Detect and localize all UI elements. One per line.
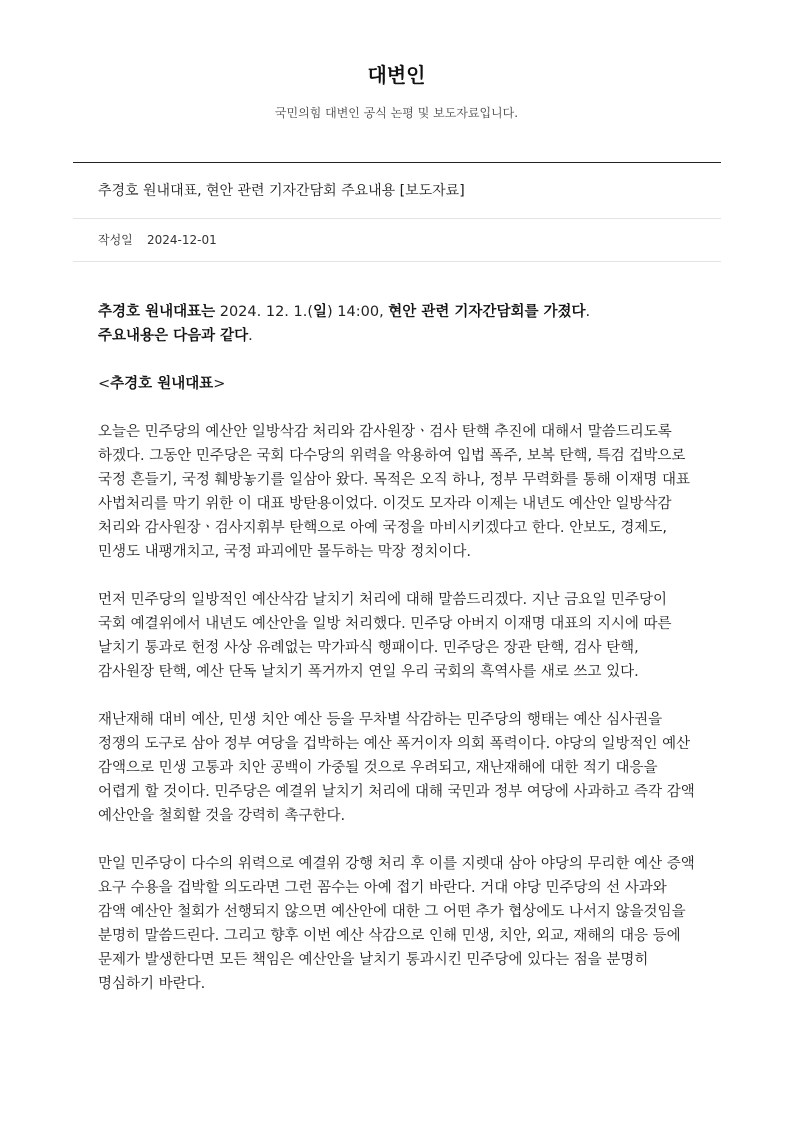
section-open-bracket: < (98, 376, 111, 392)
post-body (98, 300, 698, 1020)
section-label: 추경호 원내대표 (110, 376, 214, 392)
intro-paragraph (98, 300, 698, 348)
site-subtitle: 국민의힘 대변인 공식 논평 및 보도자료입니다. (274, 106, 519, 120)
intro-name: 추경호 원내대표는 (98, 304, 216, 320)
site-title[interactable]: 대변인 (367, 63, 426, 87)
header-divider (73, 162, 721, 163)
intro-datetime: 2024. 12. 1.( (215, 304, 313, 320)
post-title-row (73, 164, 721, 219)
section-close-bracket: > (213, 376, 226, 392)
page-header (0, 0, 793, 121)
intro-period-2: . (248, 328, 253, 344)
body-paragraph-4: 만일 민주당이 다수의 위력으로 예결위 강행 처리 후 이를 지렛대 삼아 야당의 무리한 예산 증액 요구 수용을 겁박할 의도라면 그런 꼼수는 아예 접기 바란다. 거대 야당 민주당의 선 사과와 감액 예산안 철회가 선행되지 않으면 예산안에 대한 그 어떤 추가 협상에도 나서지 않을것임을 분명히 말씀드린다. 그리고 향후 이번 예산 삭감으로 인해 민생, 치안, 외교, 재해의 대응 등에 문제가 발생한다면 모든 책임은 예산안을 날치기 통과시킨 민주당에 있다는 점을 분명히 명심하기 바란다. (98, 856, 695, 992)
post-meta-row (73, 219, 721, 262)
intro-event: 현안 관련 기자간담회를 가졌다 (388, 304, 586, 320)
intro-summary: 주요내용은 다음과 같다 (98, 328, 249, 344)
post-date: 2024-12-01 (147, 233, 217, 247)
intro-time: ) 14:00, (327, 304, 389, 320)
section-heading (98, 372, 698, 396)
intro-period: . (585, 304, 591, 320)
post-title: 추경호 원내대표, 현안 관련 기자간담회 주요내용 [보도자료] (98, 183, 465, 199)
date-label: 작성일 (98, 233, 133, 247)
body-paragraph-1: 오늘은 민주당의 예산안 일방삭감 처리와 감사원장ㆍ검사 탄핵 추진에 대해서 말씀드리도록 하겠다. 그동안 민주당은 국회 다수당의 위력을 악용하여 입법 폭주, 보복 탄핵, 특검 겁박으로 국정 흔들기, 국정 훼방놓기를 일삼아 왔다. 목적은 오직 하나, 정부 무력화를 통해 이재명 대표 사법처리를 막기 위한 이 대표 방탄용이었다. 이것도 모자라 이제는 내년도 예산안 일방삭감 처리와 감사원장ㆍ검사지휘부 탄핵으로 아예 국정을 마비시키겠다고 한다. 안보도, 경제도, 민생도 내팽개치고, 국정 파괴에만 몰두하는 막장 정치이다. (98, 424, 691, 560)
body-paragraph-3: 재난재해 대비 예산, 민생 치안 예산 등을 무차별 삭감하는 민주당의 행태는 예산 심사권을 정쟁의 도구로 삼아 정부 여당을 겁박하는 예산 폭거이자 의회 폭력이다. 야당의 일방적인 예산 감액으로 민생 고통과 치안 공백이 가중될 것으로 우려되고, 재난재해에 대한 적기 대응을 어렵게 할 것이다. 민주당은 예결위 날치기 처리에 대해 국민과 정부 여당에 사과하고 즉각 감액 예산안을 철회할 것을 강력히 촉구한다. (98, 712, 695, 824)
intro-weekday: 일 (313, 304, 328, 320)
body-paragraph-2: 먼저 민주당의 일방적인 예산삭감 날치기 처리에 대해 말씀드리겠다. 지난 금요일 민주당이 국회 예결위에서 내년도 예산안을 일방 처리했다. 민주당 아버지 이재명 대표의 지시에 따른 날치기 통과로 헌정 사상 유례없는 막가파식 행패이다. 민주당은 장관 탄핵, 검사 탄핵, 감사원장 탄핵, 예산 단독 날치기 폭거까지 연일 우리 국회의 흑역사를 새로 쓰고 있다. (98, 592, 672, 680)
